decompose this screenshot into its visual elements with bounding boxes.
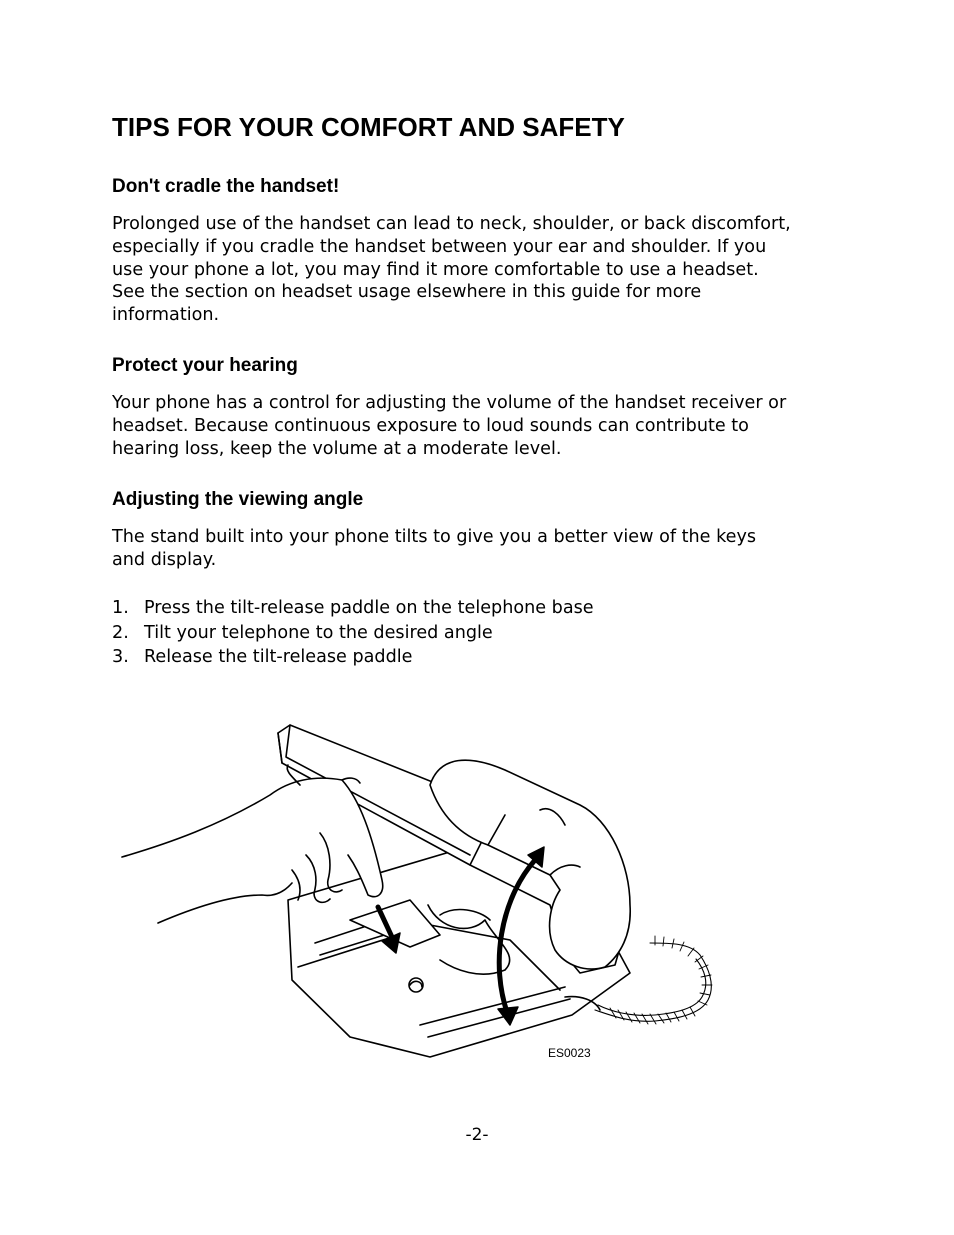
body-line: especially if you cradle the handset between your ear and shoulder. If you (112, 236, 767, 257)
body-line: and display. (112, 549, 217, 570)
body-line: use your phone a lot, you may find it more comfortable to use a headset. (112, 259, 759, 280)
page-number: -2- (465, 1125, 489, 1145)
list-item: 3. Release the tilt-release paddle (112, 647, 413, 667)
body-line: headset. Because continuous exposure to loud sounds can contribute to (112, 415, 749, 436)
section-body-handset (112, 213, 852, 327)
section-body-hearing (112, 392, 852, 460)
list-item: 1. Press the tilt-release paddle on the telephone base (112, 598, 594, 618)
body-line: The stand built into your phone tilts to give you a better view of the keys (112, 527, 757, 547)
body-line: Prolonged use of the handset can lead to neck, shoulder, or back discomfort, (112, 214, 791, 234)
body-line: See the section on headset usage elsewhere in this guide for more (112, 282, 702, 303)
section-heading-handset: Don't cradle the handset! (112, 176, 340, 197)
list-item: 2. Tilt your telephone to the desired angle (112, 622, 493, 643)
figure-label: ES0023 (548, 1046, 591, 1060)
section-body-viewing-angle (112, 526, 852, 572)
body-line: Your phone has a control for adjusting the volume of the handset receiver or (112, 393, 787, 413)
body-line: hearing loss, keep the volume at a moderate level. (112, 438, 562, 459)
section-heading-viewing-angle: Adjusting the viewing angle (112, 489, 364, 510)
body-line: information. (112, 305, 220, 326)
tilt-illustration (110, 715, 720, 1060)
steps-list (112, 596, 594, 670)
section-heading-hearing: Protect your hearing (112, 355, 298, 376)
page-title: TIPS FOR YOUR COMFORT AND SAFETY (112, 112, 625, 142)
